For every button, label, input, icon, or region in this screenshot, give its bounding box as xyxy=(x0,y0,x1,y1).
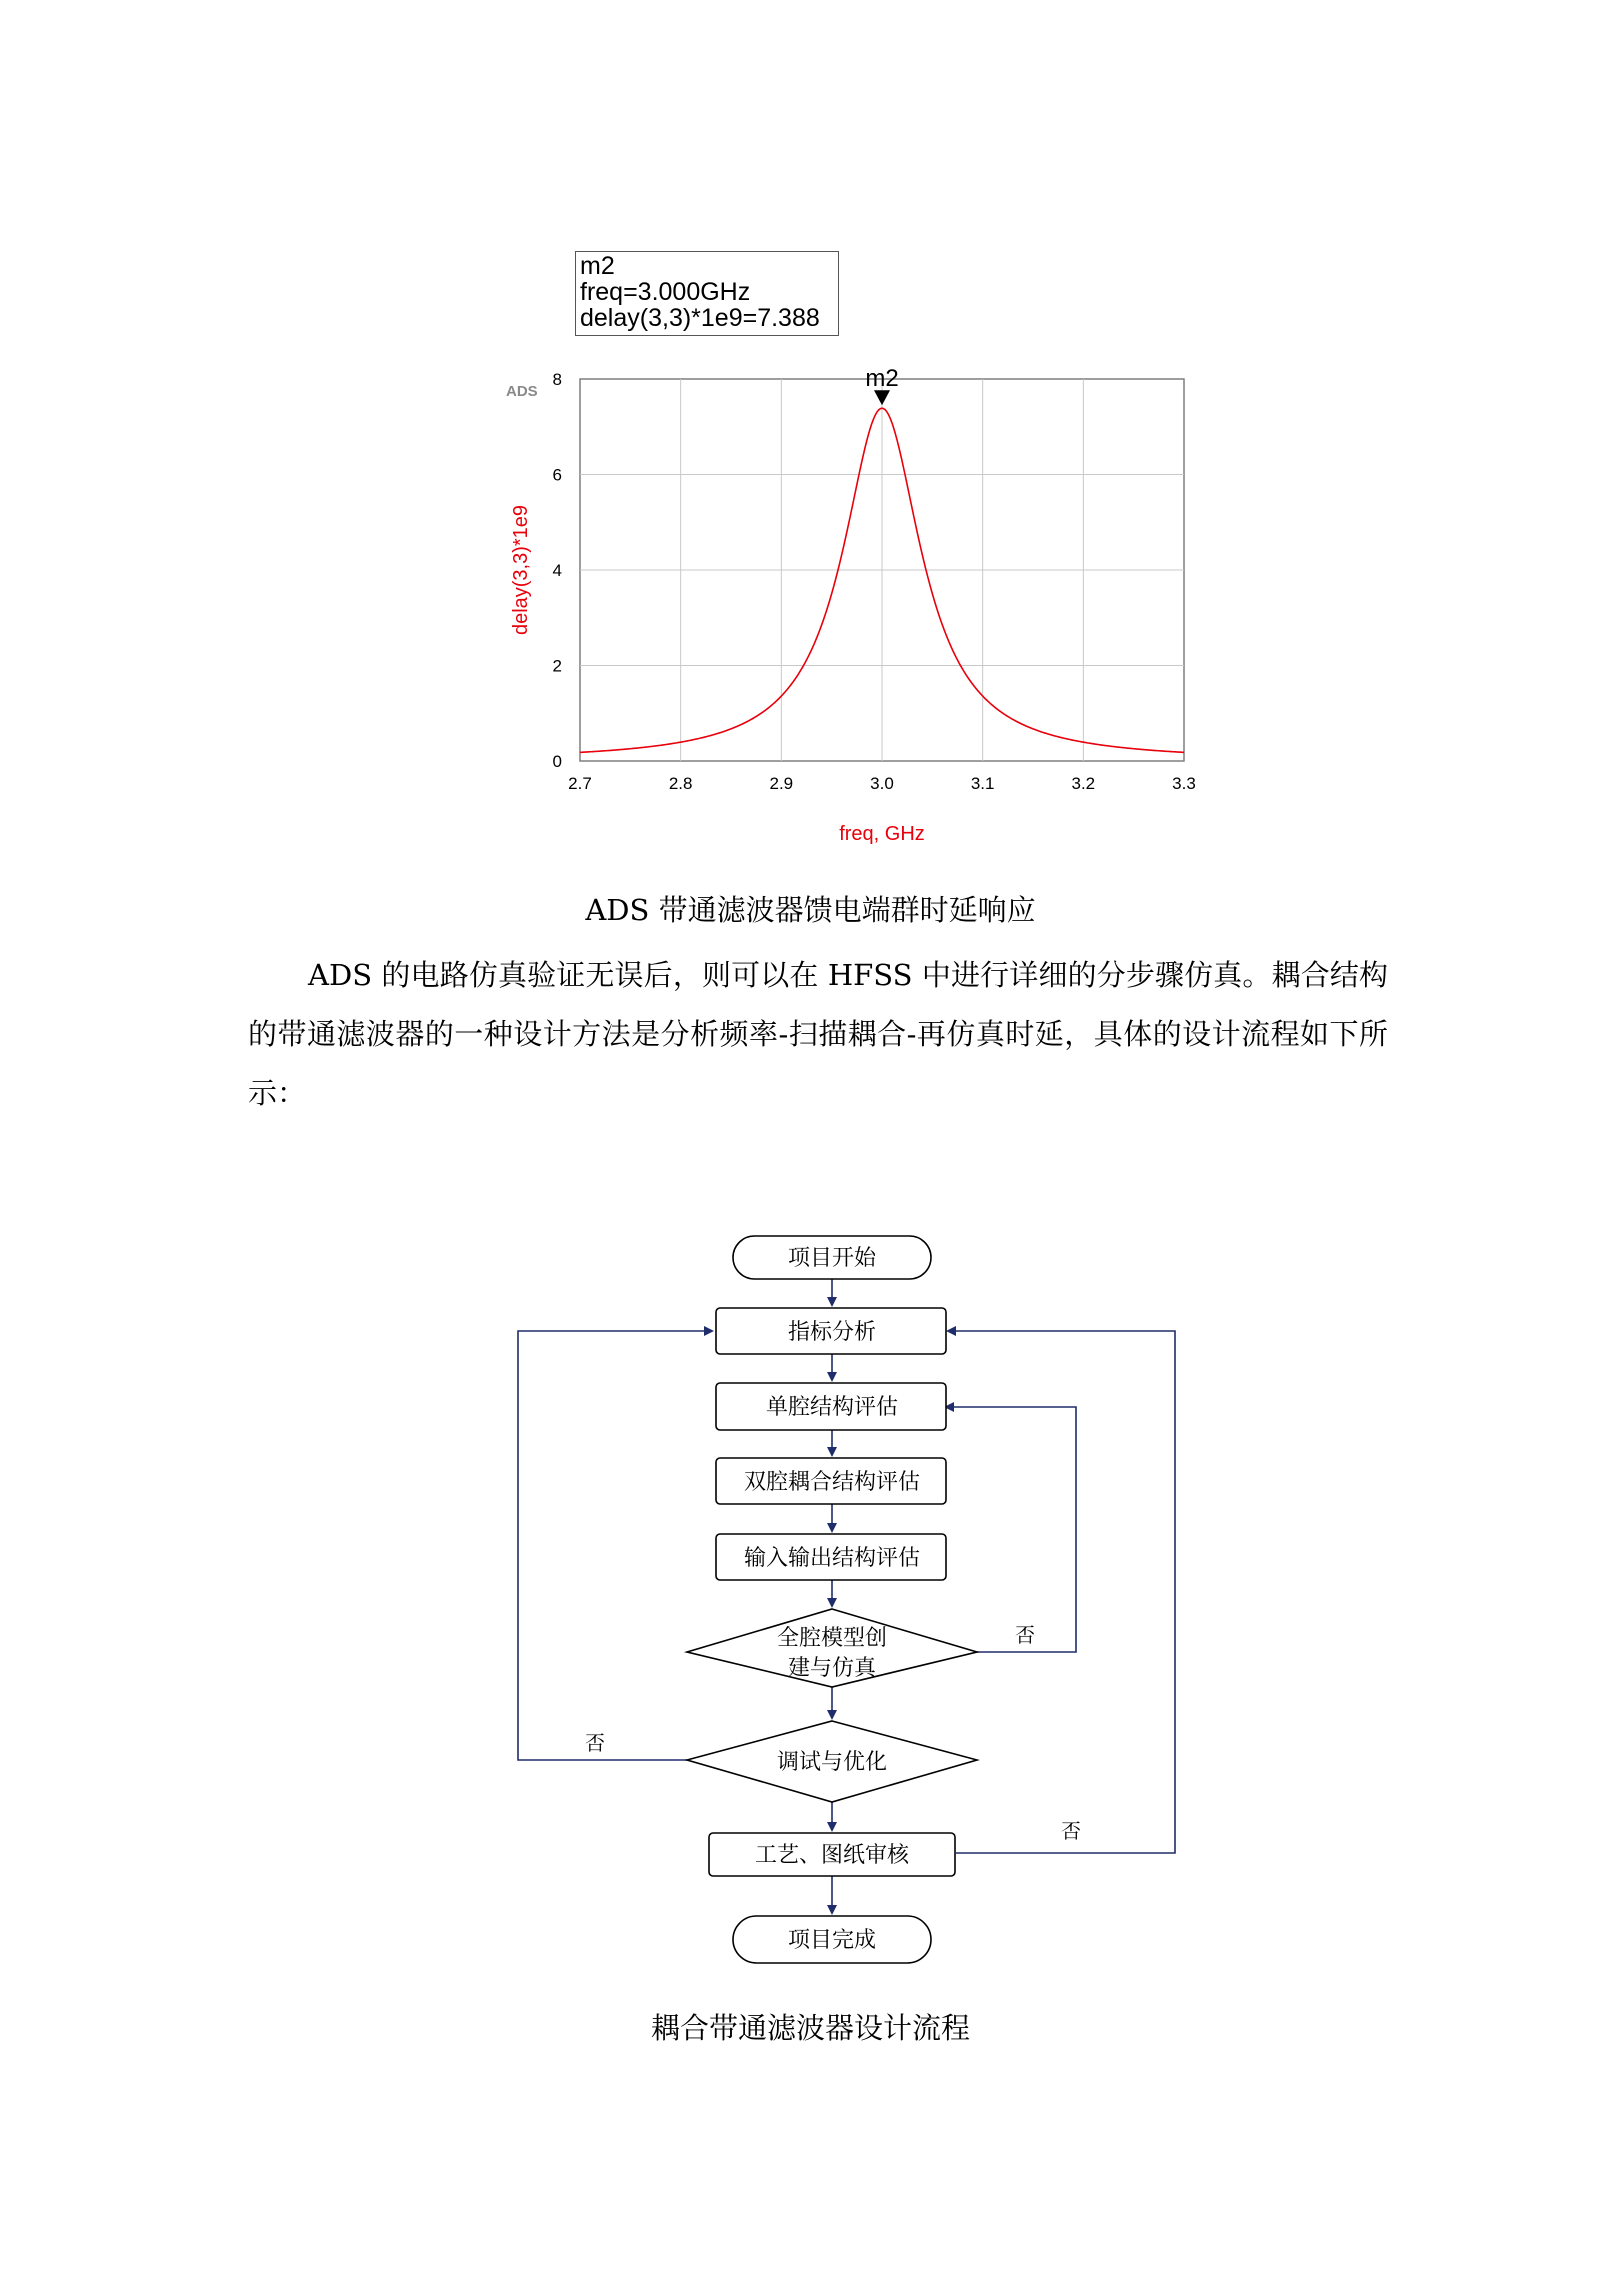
marker-readout-name: m2 xyxy=(580,252,615,280)
x-axis-label: freq, GHz xyxy=(839,823,925,845)
flow-start-text: 项目开始 xyxy=(787,1246,877,1271)
flow-step1-text: 指标分析 xyxy=(787,1320,877,1345)
marker-readout-freq: freq=3.000GHz xyxy=(580,278,751,306)
flow-step3-text: 双腔耦合结构评估 xyxy=(743,1470,921,1495)
y-tick-label: 2 xyxy=(552,656,562,676)
x-tick-label: 2.7 xyxy=(568,774,592,793)
x-tick-label: 3.3 xyxy=(1172,774,1196,793)
flow-step5-text: 工艺、图纸审核 xyxy=(754,1843,910,1868)
marker-readout-delay: delay(3,3)*1e9=7.388 xyxy=(580,304,820,332)
loop-step5-no-to-step1 xyxy=(948,1331,1175,1853)
flow-step2-text: 单腔结构评估 xyxy=(765,1395,899,1420)
y-tick-label: 8 xyxy=(552,370,562,389)
ads-brand-label: ADS xyxy=(506,383,538,400)
x-tick-label: 3.0 xyxy=(870,774,894,793)
chart-caption: ADS 带通滤波器馈电端群时延响应 xyxy=(585,893,1036,927)
y-tick-label: 0 xyxy=(552,752,562,771)
loop-decision1-no-to-step2 xyxy=(946,1407,1076,1652)
flow-decision1-text-line2: 建与仿真 xyxy=(787,1656,877,1681)
y-tick-label: 4 xyxy=(552,561,562,580)
x-tick-label: 2.9 xyxy=(769,774,794,793)
flow-decision2-text: 调试与优化 xyxy=(776,1750,888,1775)
no-label-step5: 否 xyxy=(1061,1819,1081,1843)
marker-m2-label: m2 xyxy=(865,365,899,393)
x-tick-label: 3.2 xyxy=(1071,774,1096,793)
flow-end-text: 项目完成 xyxy=(787,1928,877,1953)
body-paragraph: ADS 的电路仿真验证无误后，则可以在 HFSS 中进行详细的分步骤仿真。耦合结构的带通滤波器的一种设计方法是分析频率-扫描耦合-再仿真时延，具体的设计流程如下所示： xyxy=(248,958,1388,1110)
flow-step4-text: 输入输出结构评估 xyxy=(743,1546,921,1571)
y-axis-label: delay(3,3)*1e9 xyxy=(510,504,532,636)
x-tick-label: 3.1 xyxy=(970,774,995,793)
no-label-decision1: 否 xyxy=(1015,1623,1035,1647)
no-label-decision2: 否 xyxy=(585,1731,605,1755)
x-tick-label: 2.8 xyxy=(668,774,693,793)
loop-decision2-no-to-step1 xyxy=(518,1331,712,1760)
flow-decision1-text-line1: 全腔模型创 xyxy=(776,1626,888,1651)
y-tick-label: 6 xyxy=(552,465,562,485)
flow-caption: 耦合带通滤波器设计流程 xyxy=(650,2011,970,2045)
